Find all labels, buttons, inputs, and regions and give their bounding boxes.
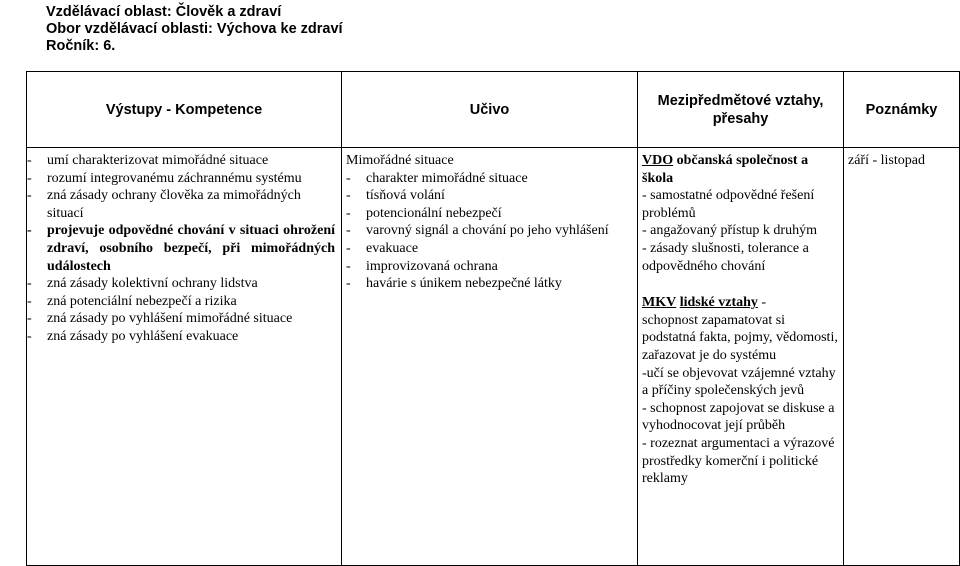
list-item-text: zná zásady ochrany člověka za mimořádných situací (47, 188, 301, 221)
bullet-dash: - (346, 170, 351, 186)
grade: Ročník: 6. (46, 38, 116, 54)
list-item-text: improvizovaná ochrana (366, 258, 498, 274)
bullet-dash: - (27, 293, 32, 309)
list-item-text: zná zásady po vyhlášení evakuace (47, 328, 239, 344)
subject-area: Vzdělávací oblast: Člověk a zdraví (46, 4, 282, 20)
notes-cell (844, 148, 960, 566)
list-item: - angažovaný přístup k druhým (642, 223, 817, 239)
mkv-dash: - (757, 295, 767, 311)
list-item (346, 205, 632, 223)
list-item-text: projevuje odpovědné chování v situaci ohrožení zdraví, osobního bezpečí, při mimořádných událostech (47, 223, 335, 274)
curriculum-table (26, 71, 960, 566)
list-item-text: havárie s únikem nebezpečné látky (366, 276, 562, 292)
table-row (27, 148, 960, 566)
notes-text: září - listopad (848, 153, 925, 168)
list-item: schopnost zapamatovat si podstatná fakta, pojmy, vědomosti, zařazovat je do systému (642, 312, 838, 363)
list-item (346, 275, 632, 293)
list-item: - samostatné odpovědné řešení problémů (642, 188, 815, 221)
relations-cell (638, 148, 844, 566)
list-item-text: umí charakterizovat mimořádné situace (47, 153, 269, 168)
vdo-heading (642, 152, 838, 187)
bullet-dash: - (346, 240, 351, 256)
bullet-dash: - (346, 188, 351, 204)
list-item-text: zná zásady kolektivní ochrany lidstva (47, 276, 258, 292)
list-item (27, 222, 335, 275)
list-item-text: varovný signál a chování po jeho vyhlášení (366, 223, 609, 239)
list-item-text: zná potenciální nebezpečí a rizika (47, 293, 237, 309)
bullet-dash: - (27, 188, 32, 204)
list-item: - zásady slušnosti, tolerance a odpovědného chování (642, 240, 809, 274)
list-item (27, 187, 335, 222)
list-item: -učí se objevovat vzájemné vztahy a příčiny společenských jevů (642, 365, 836, 399)
list-item-text: tísňová volání (366, 188, 445, 204)
content-title: Mimořádné situace (346, 153, 454, 168)
list-item (27, 310, 335, 328)
column-header-outputs: Výstupy - Kompetence (27, 72, 342, 148)
vdo-title: občanská společnost a škola (642, 153, 809, 186)
list-item (27, 275, 335, 293)
mkv-heading (642, 294, 838, 312)
column-header-relations: Mezipředmětové vztahy, přesahy (638, 72, 844, 148)
bullet-dash: - (346, 223, 351, 239)
content-cell (342, 148, 638, 566)
list-item (346, 222, 632, 240)
bullet-dash: - (346, 276, 351, 292)
bullet-dash: - (27, 170, 32, 186)
list-item: - rozeznat argumentaci a výrazové prostředky komerční i politické reklamy (642, 435, 835, 487)
content-list (346, 170, 632, 293)
column-header-content: Učivo (342, 72, 638, 148)
list-item (346, 187, 632, 205)
list-item (346, 240, 632, 258)
list-item: - schopnost zapojovat se diskuse a vyhodnocovat její průběh (642, 400, 835, 434)
subject-field: Obor vzdělávací oblasti: Výchova ke zdraví (46, 21, 343, 37)
vdo-list (642, 187, 838, 275)
list-item-text: evakuace (366, 240, 419, 256)
outputs-list (27, 152, 335, 346)
list-item-text: potencionální nebezpečí (366, 205, 502, 221)
column-header-notes: Poznámky (844, 72, 960, 148)
mkv-code: MKV (642, 295, 677, 311)
list-item (346, 170, 632, 188)
document-header (46, 4, 343, 55)
vdo-code: VDO (642, 153, 674, 168)
bullet-dash: - (27, 328, 32, 344)
list-item (346, 258, 632, 276)
bullet-dash: - (27, 153, 32, 168)
bullet-dash: - (346, 258, 351, 274)
mkv-list (642, 312, 838, 488)
list-item (27, 152, 335, 170)
outputs-cell (27, 148, 342, 566)
list-item (27, 328, 335, 346)
list-item-text: rozumí integrovanému záchrannému systému (47, 170, 302, 186)
list-item-text: charakter mimořádné situace (366, 170, 528, 186)
mkv-title: lidské vztahy (679, 295, 758, 311)
list-item (27, 293, 335, 311)
bullet-dash: - (27, 276, 32, 292)
table-header-row (27, 72, 960, 148)
bullet-dash: - (346, 205, 351, 221)
bullet-dash: - (27, 223, 32, 239)
list-item-text: zná zásady po vyhlášení mimořádné situace (47, 311, 293, 327)
bullet-dash: - (27, 311, 32, 327)
list-item (27, 170, 335, 188)
